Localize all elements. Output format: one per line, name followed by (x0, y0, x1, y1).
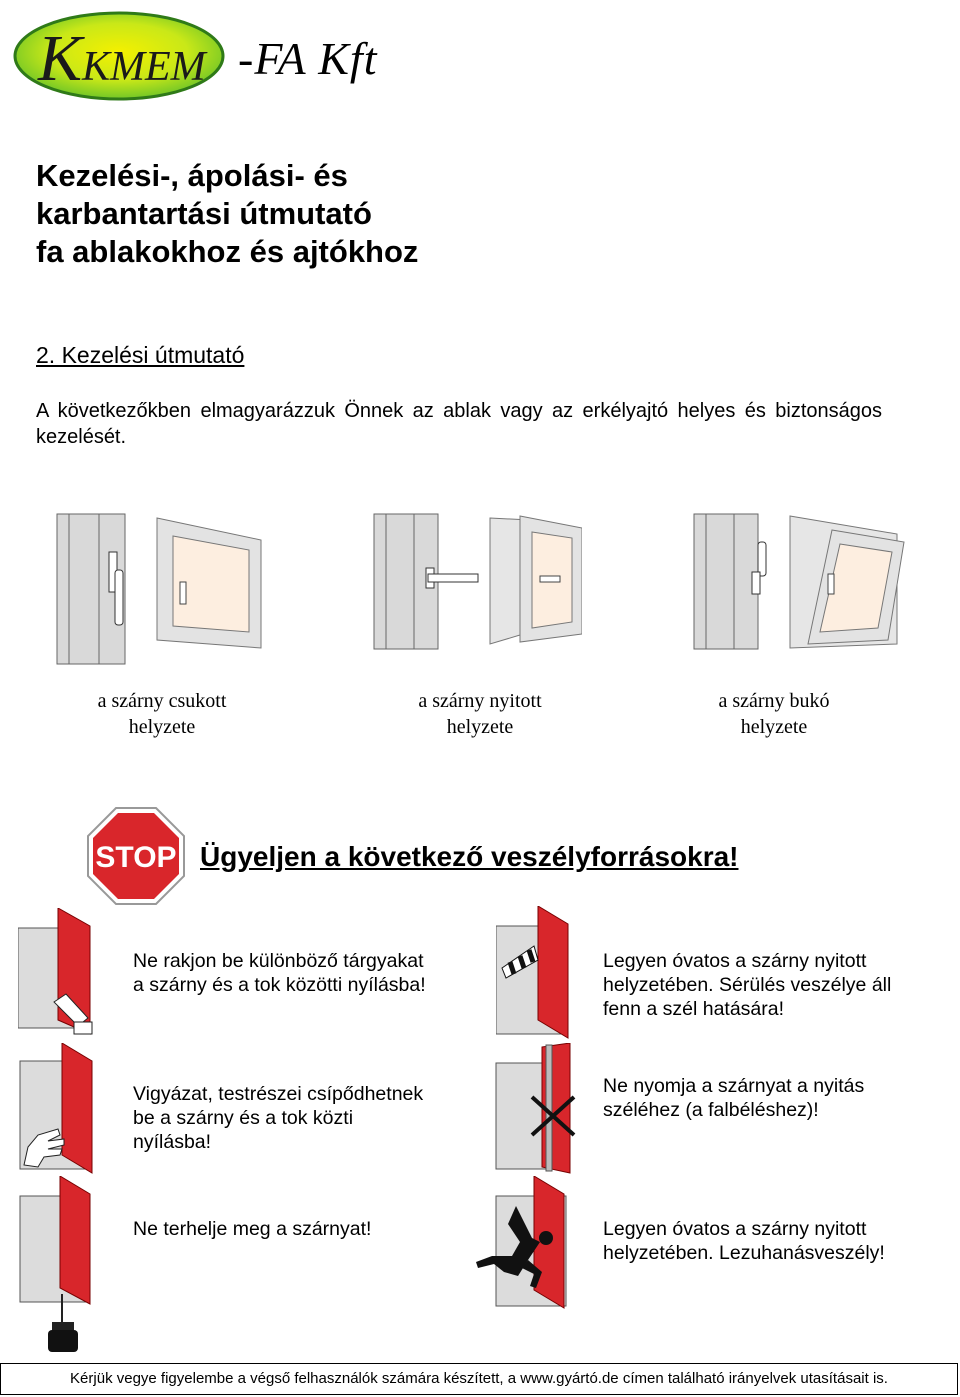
warning-push-line-2: széléhez (a falbéléshez)! (603, 1099, 819, 1121)
stop-sign-icon (86, 806, 186, 906)
intro-paragraph: A következőkben elmagyarázzuk Önnek az ablak vagy az erkélyajtó helyes és biztonságos kezelését. (36, 400, 882, 448)
caption-tilt-line-2: helyzete (740, 716, 808, 738)
caption-closed-line-1: a szárny csukott (97, 690, 227, 712)
fall-hazard-icon (472, 1176, 572, 1314)
title-line-2: karbantartási útmutató (36, 196, 372, 231)
hand-pinch-icon (18, 1043, 100, 1175)
stop-sign-label: STOP (95, 841, 177, 874)
caption-closed (52, 688, 272, 740)
wind-sock-icon (496, 906, 576, 1040)
push-to-wall-icon (494, 1043, 576, 1177)
warning-load (133, 1217, 371, 1241)
company-suffix: -FA Kft (238, 33, 378, 84)
warning-heading: Ügyeljen a következő veszélyforrásokra! (200, 841, 739, 872)
warning-pinch-line-3: nyílásba! (133, 1131, 212, 1153)
warning-wind-line-1: Legyen óvatos a szárny nyitott (603, 950, 867, 972)
title-line-1: Kezelési-, ápolási- és (36, 158, 348, 193)
title-line-3: fa ablakokhoz és ajtókhoz (36, 234, 419, 269)
warning-wind (603, 949, 891, 1021)
warning-wind-line-2: helyzetében. Sérülés veszélye áll (603, 974, 892, 996)
caption-open (370, 688, 590, 740)
warning-objects-line-1: Ne rakjon be különböző tárgyakat (133, 950, 424, 972)
caption-tilt-line-1: a szárny bukó (718, 690, 830, 712)
warning-fall-line-2: helyzetében. Lezuhanásveszély! (603, 1242, 885, 1264)
warning-objects-line-2: a szárny és a tok közötti nyílásba! (133, 974, 426, 996)
warning-pinch (133, 1082, 423, 1154)
warning-objects (133, 949, 426, 997)
window-open-illustration (372, 512, 582, 657)
document-title (36, 157, 418, 271)
warning-fall (603, 1217, 885, 1265)
caption-open-line-1: a szárny nyitott (418, 690, 542, 712)
caption-tilt (664, 688, 884, 740)
warning-load-line-1: Ne terhelje meg a szárnyat! (133, 1218, 372, 1240)
caption-open-line-2: helyzete (446, 716, 514, 738)
svg-text:K: K (38, 22, 83, 95)
object-in-gap-icon (18, 908, 98, 1040)
company-logo (12, 10, 226, 102)
warning-fall-line-1: Legyen óvatos a szárny nyitott (603, 1218, 867, 1240)
warning-wind-line-3: fenn a szél hatására! (603, 998, 785, 1020)
logo-text: KMEM (82, 44, 206, 90)
footer-note: Kérjük vegye figyelembe a végső felhasználók számára készített, a www.gyártó.de címen található irányelvek utasításait is. (0, 1363, 958, 1395)
caption-closed-line-2: helyzete (128, 716, 196, 738)
weight-on-sash-icon (18, 1176, 98, 1356)
warning-push-line-1: Ne nyomja a szárnyat a nyitás (603, 1075, 865, 1097)
window-tilt-illustration (692, 512, 907, 657)
warning-push (603, 1074, 864, 1122)
warning-pinch-line-1: Vigyázat, testrészei csípődhetnek (133, 1083, 424, 1105)
warning-pinch-line-2: be a szárny és a tok közti (133, 1107, 354, 1129)
window-closed-illustration (55, 512, 265, 667)
section-heading: 2. Kezelési útmutató (36, 342, 245, 368)
